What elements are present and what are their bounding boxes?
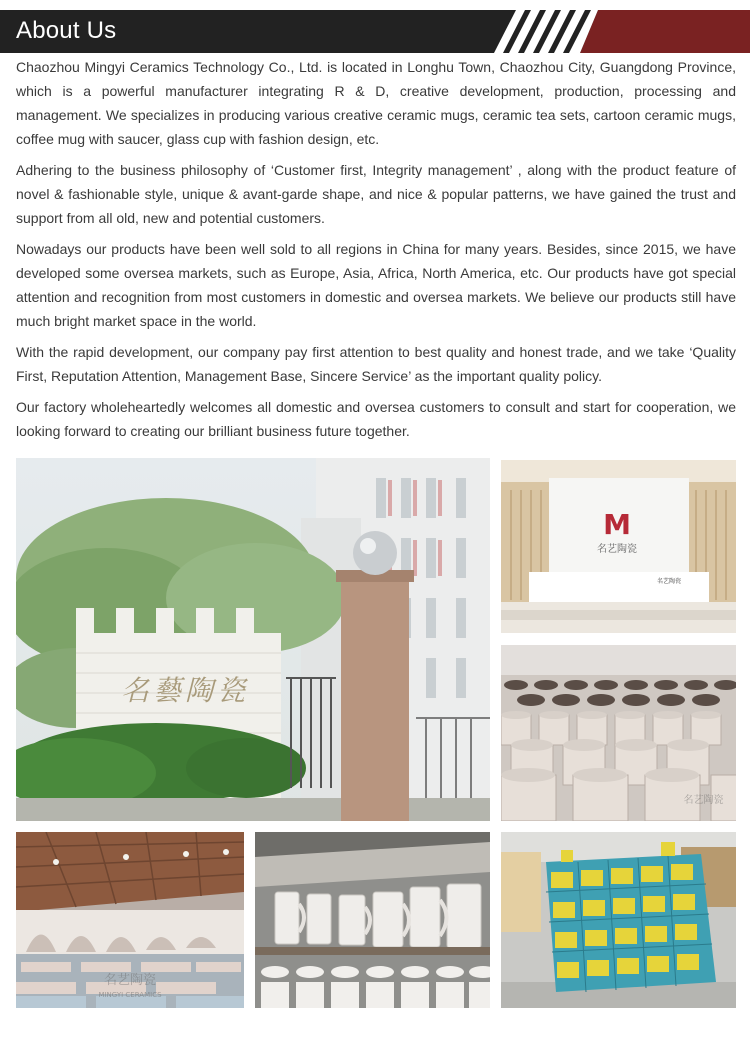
desk-brand-text: 名艺陶瓷 [656, 578, 681, 585]
reception-brand-text: 名艺陶瓷 [597, 544, 637, 555]
mug-shelf-photo [255, 832, 490, 1008]
reception-photo [501, 460, 736, 633]
factory-gate-photo [16, 458, 490, 821]
section-header [0, 10, 750, 53]
warehouse-watermark-en: MINGYI CERAMICS [98, 991, 162, 999]
paragraph: Nowadays our products have been well sold to all regions in China for many years. Besides, since 2015, we have developed some oversea markets, such as Europe, Asia, Africa, North America, etc. Our products have got special attention and recognition from most customers in domestic and oversea markets. We believe our products still have much bright market space in the world. [16, 241, 736, 329]
paragraph: Our factory wholeheartedly welcomes all domestic and oversea customers to consult and start for cooperation, we looking forward to creating our brilliant business future together. [16, 399, 736, 439]
paragraph: With the rapid development, our company pay first attention to best quality and honest trade, and we take ‘Quality First, Reputation Attention, Management Base, Sincere Service’ as the important quality policy. [16, 344, 736, 384]
mug-production-photo [501, 645, 736, 821]
mugs-watermark-text: 名艺陶瓷 [683, 795, 724, 806]
warehouse-watermark-cn: 名艺陶瓷 [103, 973, 156, 988]
packaged-boxes-photo [501, 832, 736, 1008]
page-title: About Us [16, 17, 117, 44]
paragraph: Adhering to the business philosophy of ‘Customer first, Integrity management’ , along with the product feature of novel & fashionable style, unique & avant-garde shape, and nice & popular patterns, we have gained the trust and support from all old, new and potential customers. [16, 162, 736, 226]
about-text [16, 55, 736, 450]
gate-sign-text: 名藝陶瓷 [121, 674, 250, 707]
paragraph: Chaozhou Mingyi Ceramics Technology Co., Ltd. is located in Longhu Town, Chaozhou City, Guangdong Province, which is a powerful manufacturer integrating R & D, creative development, production, processing and management. We specializes in producing various creative ceramic mugs, ceramic tea sets, cartoon ceramic mugs, coffee mug with saucer, glass cup with fashion design, etc. [16, 59, 736, 147]
warehouse-photo [16, 832, 244, 1008]
reception-logo-icon: M [603, 508, 631, 541]
